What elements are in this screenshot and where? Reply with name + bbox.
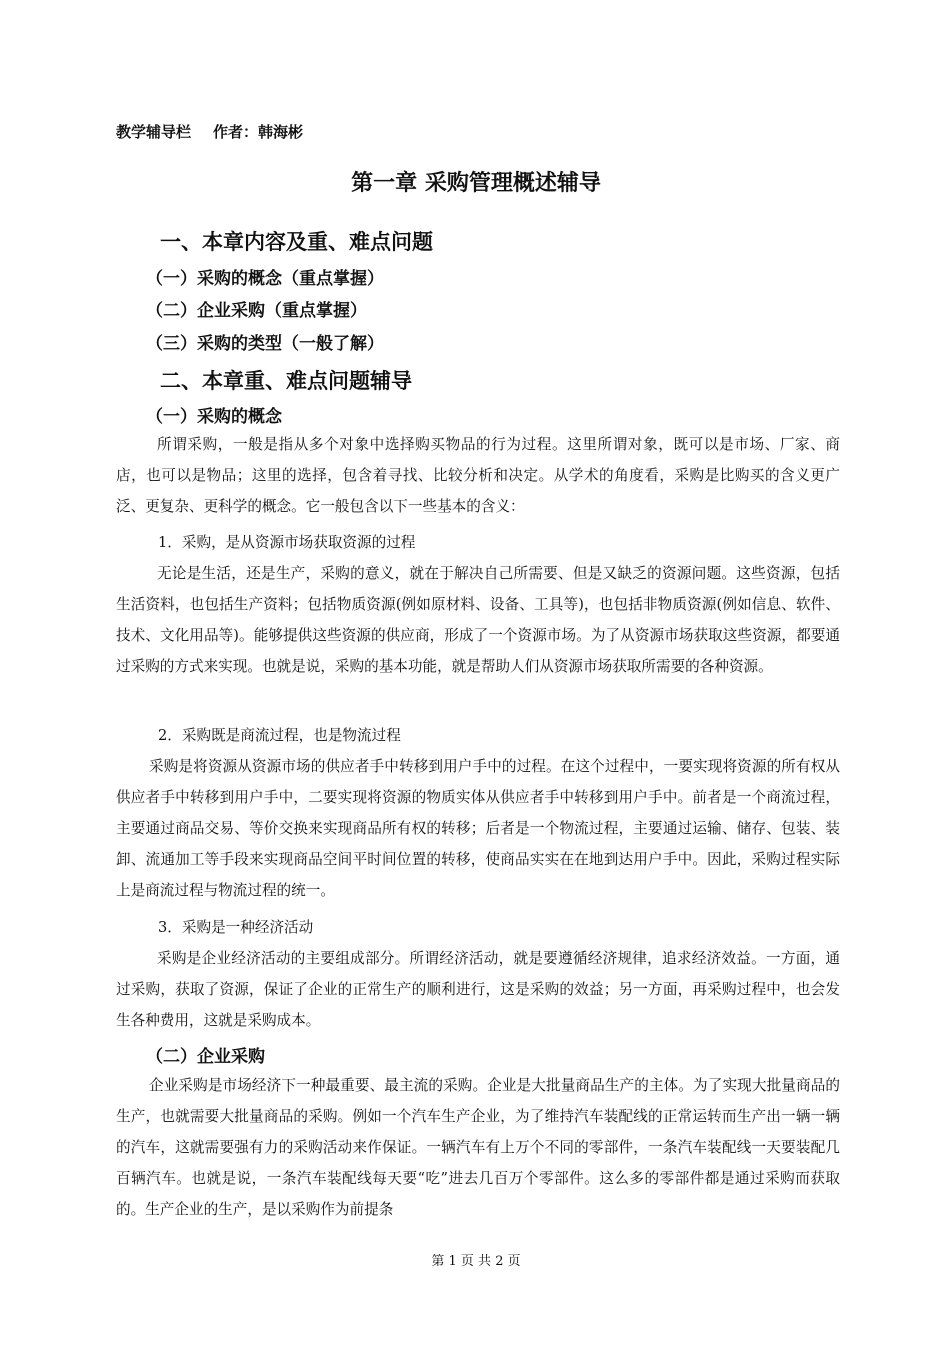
column-header xyxy=(116,121,303,142)
author-line: 作者：韩海彬 xyxy=(213,123,304,141)
point-3-title: 3．采购是一种经济活动 xyxy=(158,919,314,936)
paragraph-point-3: 采购是企业经济活动的主要组成部分。所谓经济活动，就是要遵循经济规律，追求经济效益。一方面，通过采购，获取了资源，保证了企业的正常生产的顺利进行，这是采购的效益；另一方面，再采购过程中，也会发生各种费用，这就是采购成本。 xyxy=(116,950,840,1029)
subsection-heading-concept: （一）采购的概念 xyxy=(146,407,282,427)
section-heading-2: 二、本章重、难点问题辅导 xyxy=(160,369,412,393)
column-name: 教学辅导栏 xyxy=(116,123,192,141)
paragraph-enterprise: 企业采购是市场经济下一种最重要、最主流的采购。企业是大批量商品生产的主体。为了实现大批量商品的生产，也就需要大批量商品的采购。例如一个汽车生产企业，为了维持汽车装配线的正常运转而生产出一辆一辆的汽车，这就需要强有力的采购活动来作保证。一辆汽车有上万个不同的零部件，一条汽车装配线一天要装配几百辆汽车。也就是说，一条汽车装配线每天要“吃”进去几百万个零部件。这么多的零部件都是通过采购而获取的。生产企业的生产，是以采购作为前提条 xyxy=(116,1077,840,1218)
point-1-title: 1．采购，是从资源市场获取资源的过程 xyxy=(158,534,416,551)
section1-item-1: （一）采购的概念（重点掌握） xyxy=(146,269,384,289)
paragraph-point-1: 无论是生活，还是生产，采购的意义，就在于解决自己所需要、但是又缺乏的资源问题。这些资源，包括生活资料，也包括生产资料；包括物质资源(例如原材料、设备、工具等)，也包括非物质资源(例如信息、软件、技术、文化用品等)。能够提供这些资源的供应商，形成了一个资源市场。为了从资源市场获取这些资源，都要通过采购的方式来实现。也就是说，采购的基本功能，就是帮助人们从资源市场获取所需要的各种资源。 xyxy=(116,565,840,675)
section-heading-1: 一、本章内容及重、难点问题 xyxy=(160,230,433,254)
page-footer: 第 1 页 共 2 页 xyxy=(431,1254,521,1269)
section1-item-3: （三）采购的类型（一般了解） xyxy=(146,334,384,354)
chapter-title: 第一章 采购管理概述辅导 xyxy=(351,171,601,196)
subsection-heading-enterprise: （二）企业采购 xyxy=(146,1047,265,1067)
paragraph-intro: 所谓采购，一般是指从多个对象中选择购买物品的行为过程。这里所谓对象，既可以是市场、厂家、商店，也可以是物品；这里的选择，包含着寻找、比较分析和决定。从学术的角度看，采购是比购买的含义更广泛、更复杂、更科学的概念。它一般包含以下一些基本的含义： xyxy=(116,436,840,515)
section1-item-2: （二）企业采购（重点掌握） xyxy=(146,301,367,321)
point-2-title: 2．采购既是商流过程，也是物流过程 xyxy=(158,727,401,744)
paragraph-point-2: 采购是将资源从资源市场的供应者手中转移到用户手中的过程。在这个过程中，一要实现将资源的所有权从供应者手中转移到用户手中，二要实现将资源的物质实体从供应者手中转移到用户手中。前者是一个商流过程，主要通过商品交易、等价交换来实现商品所有权的转移；后者是一个物流过程，主要通过运输、储存、包装、装卸、流通加工等手段来实现商品空间平时间位置的转移，使商品实实在在地到达用户手中。因此，采购过程实际上是商流过程与物流过程的统一。 xyxy=(116,758,840,899)
